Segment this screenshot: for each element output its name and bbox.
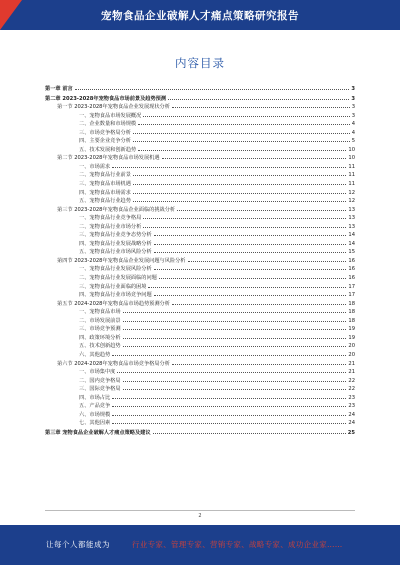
toc-leader-dots xyxy=(112,167,346,168)
toc-entry[interactable] xyxy=(45,248,355,257)
toc-entry-label: 四、宠物食品行业市场竞争问题 xyxy=(79,292,152,299)
toc-leader-dots xyxy=(123,321,347,322)
toc-entry[interactable] xyxy=(45,103,355,112)
toc-entry[interactable] xyxy=(45,265,355,274)
toc-entry-page: 4 xyxy=(351,121,355,128)
toc-leader-dots xyxy=(168,99,349,100)
toc-entry-page: 16 xyxy=(348,275,355,282)
footer-banner xyxy=(0,525,400,565)
toc-entry-label: 四、宠物食品行业发展战略分析 xyxy=(79,240,152,247)
report-header-bar xyxy=(0,0,400,30)
toc-entry-label: 三、宠物食品行业竞争态势分析 xyxy=(79,232,152,239)
toc-leader-dots xyxy=(133,184,347,185)
toc-heading: 内容目录 xyxy=(175,56,225,70)
toc-entry[interactable] xyxy=(45,257,355,266)
toc-entry-page: 25 xyxy=(347,429,355,436)
toc-entry[interactable] xyxy=(45,342,355,351)
toc-entry-page: 20 xyxy=(348,351,355,358)
toc-leader-dots xyxy=(154,269,347,270)
toc-leader-dots xyxy=(133,133,350,134)
toc-entry-label: 五、产品竞争 xyxy=(79,403,111,410)
toc-entry-label: 三、宠物食品市场机遇 xyxy=(79,181,131,188)
toc-entry-page: 19 xyxy=(348,326,355,333)
toc-entry[interactable] xyxy=(45,283,355,292)
toc-entry-label: 一、市场集中度 xyxy=(79,369,116,376)
toc-entry[interactable] xyxy=(45,317,355,326)
toc-entry-label: 三、市场竞争预测 xyxy=(79,326,121,333)
toc-entry-label: 三、市场竞争格局分析 xyxy=(79,129,131,136)
toc-entry-label: 第二节 2023-2028年宠物食品市场发展机遇 xyxy=(57,155,160,162)
toc-entry-page: 3 xyxy=(351,95,355,102)
toc-entry-page: 12 xyxy=(348,189,355,196)
toc-entry-page: 15 xyxy=(348,249,355,256)
toc-leader-dots xyxy=(123,389,347,390)
toc-entry-page: 3 xyxy=(351,86,355,92)
toc-entry-label: 五、宠物食品行业市场风险分析 xyxy=(79,249,152,256)
toc-entry[interactable] xyxy=(45,214,355,223)
toc-entry-page: 4 xyxy=(351,129,355,136)
toc-entry[interactable] xyxy=(45,163,355,172)
toc-entry-page: 3 xyxy=(351,112,355,119)
toc-entry-label: 五、宠物食品行业趋势 xyxy=(79,198,131,205)
toc-leader-dots xyxy=(123,338,347,339)
toc-entry[interactable] xyxy=(45,189,355,198)
footer-slogan: 让每个人都能成为 xyxy=(46,540,110,549)
toc-entry-label: 二、市场发展前景 xyxy=(79,317,121,324)
toc-entry-label: 四、政策环境分析 xyxy=(79,334,121,341)
toc-entry-page: 13 xyxy=(348,215,355,222)
toc-entry-page: 19 xyxy=(348,334,355,341)
toc-leader-dots xyxy=(112,355,346,356)
toc-entry[interactable] xyxy=(45,377,355,386)
toc-entry[interactable] xyxy=(45,300,355,309)
toc-entry[interactable] xyxy=(45,334,355,343)
toc-entry-page: 24 xyxy=(348,411,355,418)
toc-entry[interactable] xyxy=(45,429,355,438)
toc-entry-label: 一、宠物食品市场发展概况 xyxy=(79,112,142,119)
toc-entry-page: 16 xyxy=(348,266,355,273)
toc-entry-label: 三、宠物食品行业面临的困境 xyxy=(79,283,147,290)
toc-entry-page: 17 xyxy=(348,292,355,299)
toc-entry-label: 三、国际竞争格局 xyxy=(79,386,121,393)
toc-entry[interactable] xyxy=(45,223,355,232)
toc-entry-label: 一、市场需求 xyxy=(79,163,111,170)
toc-entry-label: 二、宠物食品行业发展面临的问题 xyxy=(79,275,157,282)
toc-leader-dots xyxy=(123,329,347,330)
toc-leader-dots xyxy=(177,210,346,211)
toc-entry-page: 16 xyxy=(348,257,355,264)
toc-entry-page: 18 xyxy=(348,300,355,307)
toc-entry-label: 第三章 宠物食品企业破解人才痛点策略及建议 xyxy=(45,429,151,436)
toc-entry[interactable] xyxy=(45,171,355,180)
toc-entry[interactable] xyxy=(45,368,355,377)
toc-entry[interactable] xyxy=(45,112,355,121)
toc-entry-label: 二、国内竞争格局 xyxy=(79,377,121,384)
toc-entry-label: 四、宠物食品市场需求 xyxy=(79,189,131,196)
toc-entry[interactable] xyxy=(45,402,355,411)
toc-entry-page: 11 xyxy=(348,172,355,179)
toc-leader-dots xyxy=(143,227,346,228)
toc-leader-dots xyxy=(162,158,347,159)
toc-leader-dots xyxy=(117,372,346,373)
toc-entry-label: 五、技术创新趋势 xyxy=(79,343,121,350)
toc-leader-dots xyxy=(153,433,346,434)
toc-entry-label: 六、市场规模 xyxy=(79,411,111,418)
toc-entry-page: 14 xyxy=(348,240,355,247)
toc-entry-page: 24 xyxy=(348,420,355,427)
toc-entry-page: 23 xyxy=(348,403,355,410)
toc-leader-dots xyxy=(133,175,347,176)
toc-entry[interactable] xyxy=(45,308,355,317)
toc-entry-label: 二、宠物食品行业市场分析 xyxy=(79,223,142,230)
toc-entry-page: 17 xyxy=(348,283,355,290)
toc-entry[interactable] xyxy=(45,206,355,215)
toc-entry-page: 21 xyxy=(348,369,355,376)
toc-entry-page: 20 xyxy=(348,343,355,350)
toc-leader-dots xyxy=(123,312,347,313)
toc-entry[interactable] xyxy=(45,274,355,283)
toc-entry-page: 5 xyxy=(351,138,355,145)
toc-entry-page: 13 xyxy=(348,223,355,230)
toc-entry-label: 一、宠物食品行业发展风险分析 xyxy=(79,266,152,273)
toc-leader-dots xyxy=(154,252,347,253)
toc-entry-label: 七、其他因素 xyxy=(79,420,111,427)
toc-entry-page: 11 xyxy=(348,181,355,188)
toc-entry-label: 一、宠物食品市场 xyxy=(79,309,121,316)
toc-entry-page: 22 xyxy=(348,386,355,393)
toc-leader-dots xyxy=(112,415,346,416)
toc-entry-label: 二、企业数量和市场规模 xyxy=(79,121,137,128)
toc-entry-page: 3 xyxy=(351,104,355,111)
toc-entry-label: 五、技术发展和创新趋势 xyxy=(79,146,137,153)
toc-leader-dots xyxy=(138,124,350,125)
toc-leader-dots xyxy=(133,201,347,202)
toc-entry-label: 第六节 2024-2028年宠物食品市场竞争格局分析 xyxy=(57,360,170,367)
toc-entry-page: 18 xyxy=(348,309,355,316)
toc-entry[interactable] xyxy=(45,146,355,155)
table-of-contents xyxy=(45,85,355,437)
toc-entry-page: 13 xyxy=(348,206,355,213)
toc-entry-page: 12 xyxy=(348,198,355,205)
toc-entry[interactable] xyxy=(45,154,355,163)
toc-entry-label: 四、主要企业竞争分析 xyxy=(79,138,131,145)
toc-entry-page: 23 xyxy=(348,394,355,401)
toc-leader-dots xyxy=(188,261,347,262)
toc-entry-page: 11 xyxy=(348,163,355,170)
toc-leader-dots xyxy=(159,278,347,279)
toc-entry-label: 第四节 2023-2028年宠物食品企业发展问题与风险分析 xyxy=(57,257,186,264)
footer-divider xyxy=(45,510,355,511)
toc-entry[interactable] xyxy=(45,419,355,428)
toc-entry-page: 22 xyxy=(348,377,355,384)
toc-entry[interactable] xyxy=(45,411,355,420)
toc-entry-page: 10 xyxy=(348,155,355,162)
toc-entry-page: 14 xyxy=(348,232,355,239)
toc-entry-label: 第一章 前言 xyxy=(45,86,73,92)
toc-entry[interactable] xyxy=(45,95,355,104)
toc-leader-dots xyxy=(112,398,346,399)
toc-leader-dots xyxy=(123,381,347,382)
toc-entry-page: 21 xyxy=(348,360,355,367)
toc-leader-dots xyxy=(172,364,346,365)
toc-entry-label: 第三节 2023-2028年宠物食品企业面临的挑战分析 xyxy=(57,206,176,213)
toc-leader-dots xyxy=(143,218,346,219)
toc-entry-page: 18 xyxy=(348,317,355,324)
toc-entry-label: 第一节 2023-2028年宠物食品企业发展现状分析 xyxy=(57,104,170,111)
toc-entry[interactable] xyxy=(45,291,355,300)
toc-entry[interactable] xyxy=(45,351,355,360)
toc-leader-dots xyxy=(154,235,347,236)
toc-entry-label: 二、宠物食品行业前景 xyxy=(79,172,131,179)
toc-entry[interactable] xyxy=(45,120,355,129)
toc-leader-dots xyxy=(112,406,346,407)
toc-entry[interactable] xyxy=(45,360,355,369)
toc-entry-label: 第二章 2023-2028年宠物食品市场前景及趋势预测 xyxy=(45,95,167,102)
toc-leader-dots xyxy=(172,304,346,305)
toc-leader-dots xyxy=(112,423,346,424)
toc-leader-dots xyxy=(154,244,347,245)
toc-leader-dots xyxy=(148,287,346,288)
toc-leader-dots xyxy=(172,107,350,108)
report-title: 宠物食品企业破解人才痛点策略研究报告 xyxy=(101,10,299,22)
toc-entry-label: 一、宠物食品行业竞争格局 xyxy=(79,215,142,222)
toc-entry[interactable] xyxy=(45,85,355,94)
toc-entry[interactable] xyxy=(45,197,355,206)
toc-leader-dots xyxy=(75,89,350,90)
toc-entry-label: 六、其他趋势 xyxy=(79,351,111,358)
toc-entry[interactable] xyxy=(45,385,355,394)
toc-entry-label: 四、市场占比 xyxy=(79,394,111,401)
toc-entry[interactable] xyxy=(45,325,355,334)
toc-entry[interactable] xyxy=(45,231,355,240)
toc-entry[interactable] xyxy=(45,129,355,138)
toc-leader-dots xyxy=(138,150,346,151)
footer-roles: 行业专家、管理专家、营销专家、战略专家、成功企业家…… xyxy=(132,540,343,549)
toc-entry-page: 10 xyxy=(348,146,355,153)
toc-entry-label: 第五节 2024-2028年宠物食品市场趋势预测分析 xyxy=(57,300,170,307)
toc-leader-dots xyxy=(123,346,347,347)
toc-entry[interactable] xyxy=(45,137,355,146)
toc-entry[interactable] xyxy=(45,394,355,403)
toc-entry[interactable] xyxy=(45,180,355,189)
toc-leader-dots xyxy=(133,193,347,194)
toc-leader-dots xyxy=(154,295,347,296)
toc-leader-dots xyxy=(143,116,349,117)
toc-entry[interactable] xyxy=(45,240,355,249)
toc-leader-dots xyxy=(133,141,350,142)
page-number: 2 xyxy=(198,513,202,519)
